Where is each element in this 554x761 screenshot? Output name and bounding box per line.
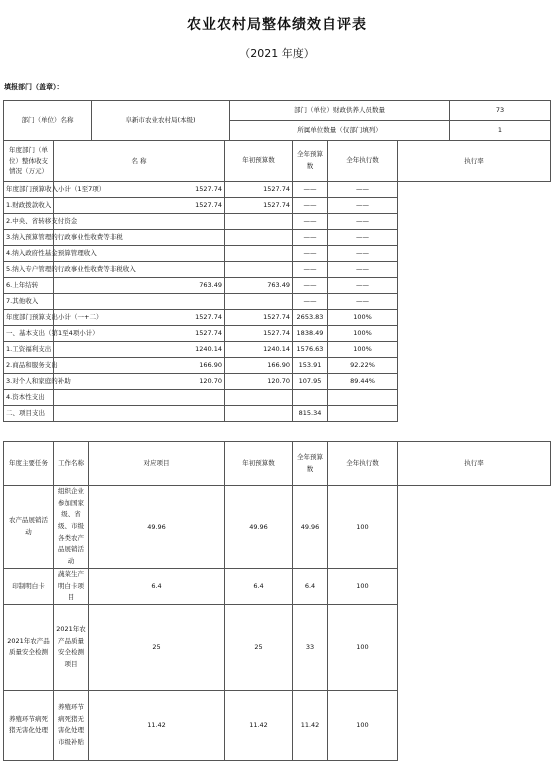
- dept-name-value: 阜新市农业农村局(本级): [92, 101, 230, 141]
- row-initial-budget: [54, 406, 225, 422]
- row-name: 年度部门预算收入小计（1至7项）: [4, 182, 54, 198]
- row-name: 3.对个人和家庭的补助: [4, 374, 54, 390]
- task-full-budget: 49.96: [225, 486, 293, 569]
- row-executed: 153.91: [293, 358, 328, 374]
- row-initial-budget: 763.49: [54, 278, 225, 294]
- finance-row: [4, 214, 551, 230]
- row-initial-budget: 1240.14: [54, 342, 225, 358]
- finance-row: [4, 230, 551, 246]
- task-initial-budget: 11.42: [89, 690, 225, 760]
- row-initial-budget: [54, 214, 225, 230]
- task-full-budget: 11.42: [225, 690, 293, 760]
- task-full-budget: 6.4: [225, 568, 293, 604]
- row-name: 二、项目支出: [4, 406, 54, 422]
- finance-row: [4, 390, 551, 406]
- finance-row: [4, 294, 551, 310]
- col-full-header: 全年预算数: [293, 442, 328, 486]
- row-name: 一、基本支出（第1至4项小计）: [4, 326, 54, 342]
- finance-row: [4, 278, 551, 294]
- row-initial-budget: 1527.74: [54, 182, 225, 198]
- task-project: 2021年农产品质量安全检测项目: [54, 604, 89, 690]
- row-full-budget: 1527.74: [225, 198, 293, 214]
- dept-name-label: 部门（单位）名称: [4, 101, 92, 141]
- row-name: 6.上年结转: [4, 278, 54, 294]
- row-exec-rate: 92.22%: [328, 358, 398, 374]
- row-name: 年度部门预算支出小计（一+二）: [4, 310, 54, 326]
- row-name: 4.纳入政府性基金预算管理收入: [4, 246, 54, 262]
- row-initial-budget: 120.70: [54, 374, 225, 390]
- row-name: 2.商品和服务支出: [4, 358, 54, 374]
- col-initial-header: 年初预算数: [225, 442, 293, 486]
- row-initial-budget: 166.90: [54, 358, 225, 374]
- staff-count-label: 部门（单位）财政供养人员数量: [230, 101, 450, 121]
- row-name: 7.其他收入: [4, 294, 54, 310]
- row-executed: ——: [293, 278, 328, 294]
- finance-row: [4, 182, 551, 198]
- task-name: 印制明白卡: [4, 568, 54, 604]
- task-exec-rate: 100: [328, 604, 398, 690]
- row-full-budget: 1240.14: [225, 342, 293, 358]
- row-executed: 1838.49: [293, 326, 328, 342]
- finance-row: [4, 374, 551, 390]
- task-row: [4, 604, 551, 690]
- row-exec-rate: ——: [328, 182, 398, 198]
- finance-row: [4, 246, 551, 262]
- row-executed: ——: [293, 246, 328, 262]
- row-full-budget: [225, 390, 293, 406]
- row-initial-budget: [54, 294, 225, 310]
- row-initial-budget: 1527.74: [54, 326, 225, 342]
- row-exec-rate: ——: [328, 214, 398, 230]
- fill-dept-label: 填报部门（盖章）：: [4, 83, 64, 91]
- row-executed: ——: [293, 198, 328, 214]
- col-project-header: 对应项目: [89, 442, 225, 486]
- row-exec-rate: 89.44%: [328, 374, 398, 390]
- row-initial-budget: [54, 390, 225, 406]
- row-executed: [293, 390, 328, 406]
- staff-count-value: 73: [450, 101, 551, 121]
- finance-table: [3, 140, 551, 422]
- row-exec-rate: ——: [328, 262, 398, 278]
- col-rate-header: 执行率: [398, 442, 551, 486]
- task-row: [4, 690, 551, 760]
- finance-row: [4, 406, 551, 422]
- row-exec-rate: ——: [328, 246, 398, 262]
- subunit-count-value: 1: [450, 121, 551, 141]
- row-full-budget: 1527.74: [225, 182, 293, 198]
- row-name: 1.财政拨款收入: [4, 198, 54, 214]
- task-exec-rate: 100: [328, 690, 398, 760]
- row-full-budget: 1527.74: [225, 310, 293, 326]
- col-full-header: 全年预算数: [293, 141, 328, 182]
- row-executed: ——: [293, 294, 328, 310]
- row-full-budget: 1527.74: [225, 326, 293, 342]
- col-exec-header: 全年执行数: [328, 442, 398, 486]
- row-full-budget: [225, 294, 293, 310]
- finance-row: [4, 342, 551, 358]
- row-full-budget: [225, 230, 293, 246]
- task-initial-budget: 49.96: [89, 486, 225, 569]
- row-initial-budget: 1527.74: [54, 198, 225, 214]
- row-executed: ——: [293, 214, 328, 230]
- row-executed: ——: [293, 230, 328, 246]
- row-name: 1.工资福利支出: [4, 342, 54, 358]
- row-full-budget: 120.70: [225, 374, 293, 390]
- row-exec-rate: 100%: [328, 310, 398, 326]
- col-name-header: 名 称: [54, 141, 225, 182]
- row-name: 3.纳入预算管理的行政事业性收费等非税: [4, 230, 54, 246]
- task-project: 养殖环节病死猪无害化处理市级补贴: [54, 690, 89, 760]
- task-exec-rate: 100: [328, 568, 398, 604]
- finance-row: [4, 358, 551, 374]
- finance-row: [4, 262, 551, 278]
- row-exec-rate: [328, 390, 398, 406]
- row-full-budget: [225, 406, 293, 422]
- task-initial-budget: 6.4: [89, 568, 225, 604]
- task-executed: 49.96: [293, 486, 328, 569]
- task-name: 农产品展销活动: [4, 486, 54, 569]
- col-task-header: 工作名称: [54, 442, 89, 486]
- task-name: 养殖环节病死猪无害化处理: [4, 690, 54, 760]
- row-name: 2.中央、省转移支付资金: [4, 214, 54, 230]
- row-executed: ——: [293, 262, 328, 278]
- col-exec-header: 全年执行数: [328, 141, 398, 182]
- row-exec-rate: ——: [328, 294, 398, 310]
- tasks-section-label: 年度主要任务: [4, 442, 54, 486]
- finance-row: [4, 198, 551, 214]
- row-initial-budget: 1527.74: [54, 310, 225, 326]
- task-row: [4, 486, 551, 569]
- row-name: 5.纳入专户管理的行政事业性收费等非税收入: [4, 262, 54, 278]
- row-exec-rate: 100%: [328, 326, 398, 342]
- task-executed: 33: [293, 604, 328, 690]
- row-exec-rate: [328, 406, 398, 422]
- finance-section-label: 年度部门（单位）整体收支情况（万元）: [4, 141, 54, 182]
- subunit-count-label: 所属单位数量（仅部门填列）: [230, 121, 450, 141]
- row-executed: 2653.83: [293, 310, 328, 326]
- row-executed: 815.34: [293, 406, 328, 422]
- row-name: 4.资本性支出: [4, 390, 54, 406]
- row-exec-rate: ——: [328, 230, 398, 246]
- task-executed: 11.42: [293, 690, 328, 760]
- task-full-budget: 25: [225, 604, 293, 690]
- row-full-budget: [225, 246, 293, 262]
- row-exec-rate: 100%: [328, 342, 398, 358]
- row-executed: ——: [293, 182, 328, 198]
- row-executed: 1576.63: [293, 342, 328, 358]
- row-exec-rate: ——: [328, 198, 398, 214]
- header-table: [3, 100, 551, 141]
- task-executed: 6.4: [293, 568, 328, 604]
- task-project: 组织企业参加国家级、省级、市级各类农产品展销活动: [54, 486, 89, 569]
- page-title: 农业农村局整体绩效自评表: [187, 17, 367, 33]
- row-full-budget: [225, 262, 293, 278]
- row-full-budget: 166.90: [225, 358, 293, 374]
- tasks-table: [3, 441, 551, 761]
- row-full-budget: 763.49: [225, 278, 293, 294]
- task-row: [4, 568, 551, 604]
- task-name: 2021年农产品质量安全检测: [4, 604, 54, 690]
- task-initial-budget: 25: [89, 604, 225, 690]
- task-project: 蔬菜生产明白卡项目: [54, 568, 89, 604]
- task-exec-rate: 100: [328, 486, 398, 569]
- row-executed: 107.95: [293, 374, 328, 390]
- row-full-budget: [225, 214, 293, 230]
- page-subtitle: （2021 年度）: [239, 47, 315, 60]
- row-exec-rate: ——: [328, 278, 398, 294]
- col-initial-header: 年初预算数: [225, 141, 293, 182]
- finance-row: [4, 310, 551, 326]
- col-rate-header: 执行率: [398, 141, 551, 182]
- finance-row: [4, 326, 551, 342]
